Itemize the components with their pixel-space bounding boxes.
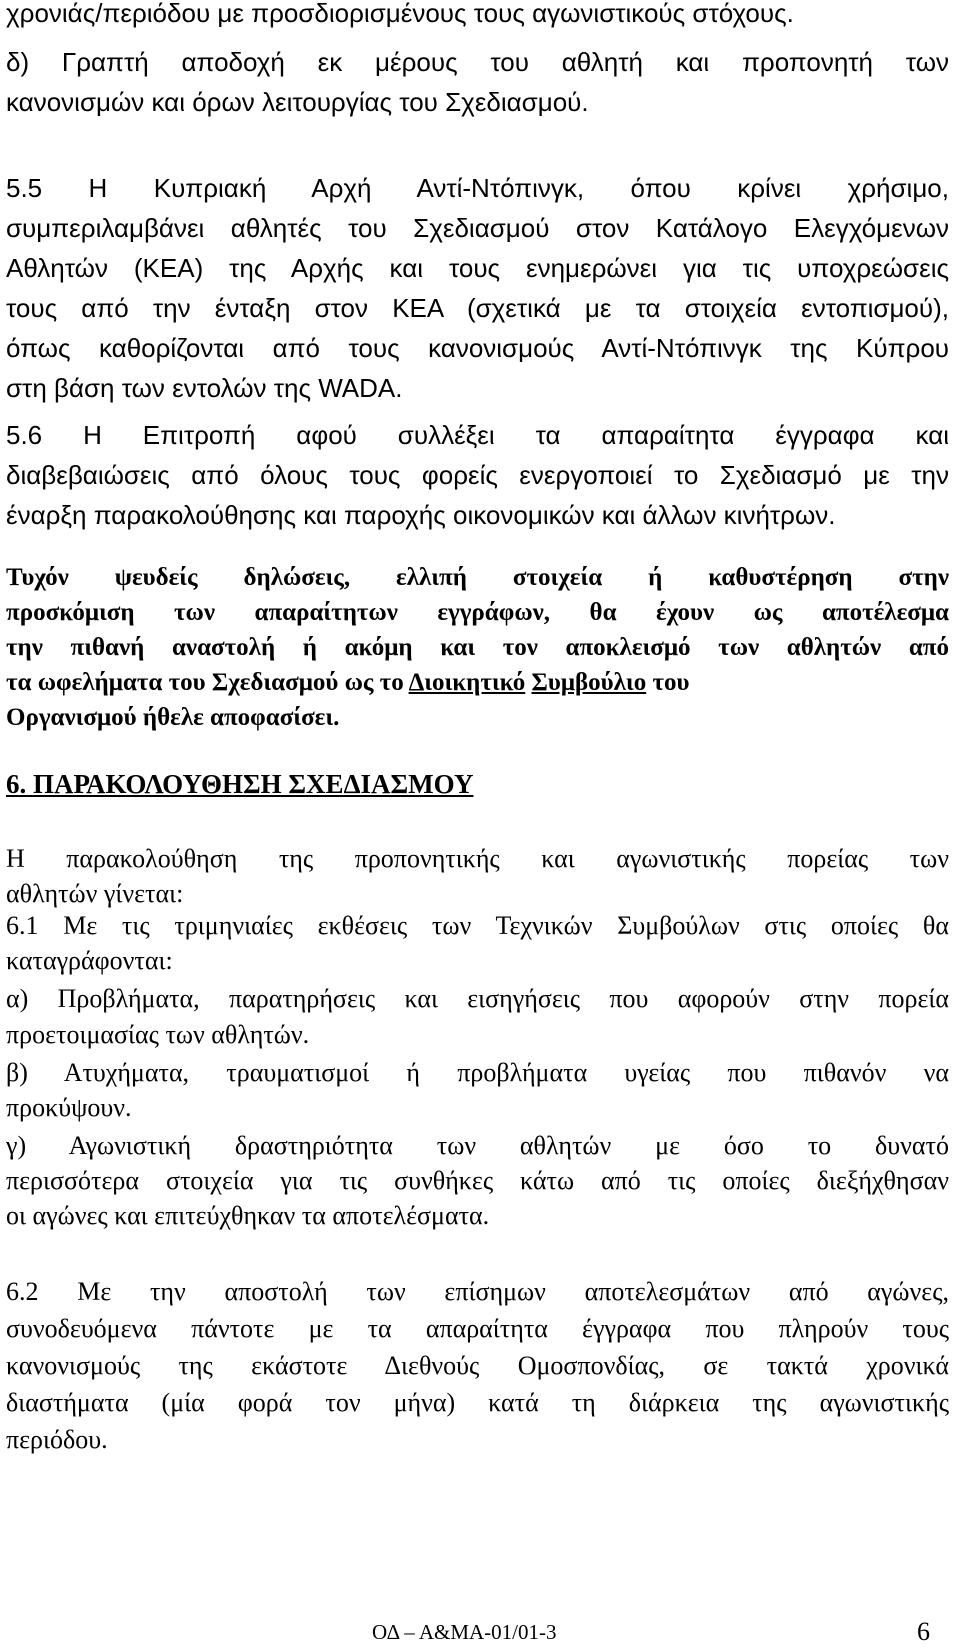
bold-text-line: την πιθανή αναστολή ή ακόμη και τον αποκλεισμό των αθλητών από	[6, 634, 949, 661]
bold-text-segment: του	[646, 669, 690, 696]
bold-text-line	[6, 664, 949, 702]
text-line: αθλητών γίνεται:	[6, 879, 184, 908]
text-line: έναρξη παρακολούθησης και παροχής οικονομικών και άλλων κινήτρων.	[6, 500, 836, 530]
bold-text-line: Τυχόν ψευδείς δηλώσεις, ελλιπή στοιχεία ή καθυστέρηση στην	[6, 564, 949, 591]
text-line: περιόδου.	[6, 1425, 108, 1454]
bold-text-line: προσκόμιση των απαραίτητων εγγράφων, θα έχουν ως αποτέλεσμα	[6, 599, 949, 626]
footer-document-code: ΟΔ – Α&ΜΑ-01/01-3	[372, 1620, 557, 1644]
text-line: Αθλητών (ΚΕΑ) της Αρχής και τους ενημερώνει για τις υποχρεώσεις	[6, 253, 949, 283]
text-line: κανονισμούς της εκάστοτε Διεθνούς Ομοσπονδίας, σε τακτά χρονικά	[6, 1351, 949, 1380]
underlined-text-segment: Διοικητικό	[408, 669, 526, 696]
text-line: γ) Αγωνιστική δραστηριότητα των αθλητών με όσο το δυνατό	[6, 1131, 949, 1160]
text-line: προκύψουν.	[6, 1093, 132, 1122]
footer-page-number: 6	[917, 1617, 930, 1646]
text-line: καταγράφονται:	[6, 946, 173, 975]
text-line: κανονισμών και όρων λειτουργίας του Σχεδιασμού.	[6, 87, 589, 117]
text-line: δ) Γραπτή αποδοχή εκ μέρους του αθλητή και προπονητή των	[6, 47, 949, 77]
text-line: 6.1 Με τις τριμηνιαίες εκθέσεις των Τεχνικών Συμβούλων στις οποίες θα	[6, 911, 949, 940]
underlined-text-segment: Συμβούλιο	[531, 669, 647, 696]
text-line: συμπεριλαμβάνει αθλητές του Σχεδιασμού στον Κατάλογο Ελεγχόμενων	[6, 213, 949, 243]
text-line: στη βάση των εντολών της WADA.	[6, 373, 403, 403]
section-heading: 6. ΠΑΡΑΚΟΛΟΥΘΗΣΗ ΣΧΕΔΙΑΣΜΟΥ	[6, 769, 474, 799]
text-line: τους από την ένταξη στον ΚΕΑ (σχετικά με τα στοιχεία εντοπισμού),	[6, 293, 949, 323]
text-line: διαβεβαιώσεις από όλους τους φορείς ενεργοποιεί το Σχεδιασμό με την	[6, 460, 949, 490]
text-line: 6.2 Με την αποστολή των επίσημων αποτελεσμάτων από αγώνες,	[6, 1277, 949, 1306]
text-line: 5.5 Η Κυπριακή Αρχή Αντί-Ντόπινγκ, όπου κρίνει χρήσιμο,	[6, 173, 949, 203]
text-line: συνοδευόμενα πάντοτε με τα απαραίτητα έγγραφα που πληρούν τους	[6, 1314, 949, 1343]
text-line: β) Ατυχήματα, τραυματισμοί ή προβλήματα υγείας που πιθανόν να	[6, 1058, 949, 1087]
text-line: περισσότερα στοιχεία για τις συνθήκες κάτω από τις οποίες διεξήχθησαν	[6, 1166, 949, 1195]
bold-text-line: Οργανισμού ήθελε αποφασίσει.	[6, 704, 340, 731]
text-line: διαστήματα (μία φορά τον μήνα) κατά τη διάρκεια της αγωνιστικής	[6, 1388, 949, 1417]
bold-text-segment: τα ωφελήματα του Σχεδιασμού ως το	[6, 669, 409, 696]
text-line: οι αγώνες και επιτεύχθηκαν τα αποτελέσματα.	[6, 1201, 490, 1230]
text-line: χρονιάς/περιόδου με προσδιορισμένους τους αγωνιστικούς στόχους.	[6, 0, 794, 28]
text-line: 5.6 Η Επιτροπή αφού συλλέξει τα απαραίτητα έγγραφα και	[6, 420, 949, 450]
text-line: όπως καθορίζονται από τους κανονισμούς Αντί-Ντόπινγκ της Κύπρου	[6, 333, 949, 363]
text-line: προετοιμασίας των αθλητών.	[6, 1020, 310, 1049]
text-line: α) Προβλήματα, παρατηρήσεις και εισηγήσεις που αφορούν στην πορεία	[6, 984, 949, 1013]
text-line: Η παρακολούθηση της προπονητικής και αγωνιστικής πορείας των	[6, 844, 949, 873]
